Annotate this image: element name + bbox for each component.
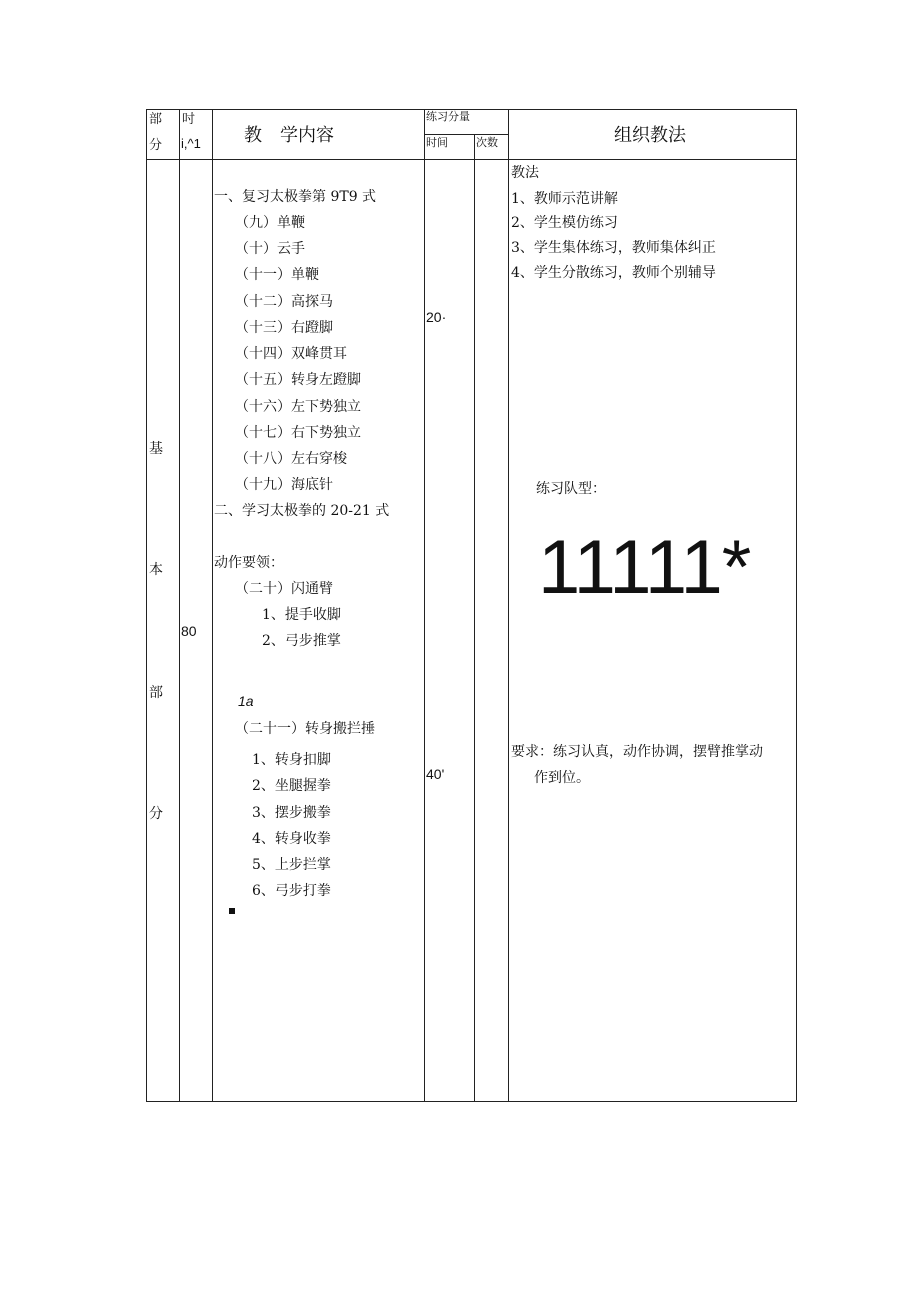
practice-subheader-divider <box>424 134 509 135</box>
content-line: 4、转身收拳 <box>252 831 331 847</box>
content-line: （十五）转身左蹬脚 <box>235 372 361 388</box>
table-top-border <box>146 109 797 110</box>
content-line: （十九）海底针 <box>235 477 333 493</box>
header-practice-amount: 练习分量 <box>426 111 470 123</box>
section-char-4: 分 <box>149 806 163 822</box>
content-line: （二十一）转身搬拦捶 <box>235 721 375 737</box>
column-divider-content <box>212 109 213 1102</box>
content-line: 动作要领： <box>214 555 284 571</box>
method-step: 1、教师示范讲解 <box>511 191 618 207</box>
content-line: （十四）双峰贯耳 <box>235 346 347 362</box>
practice-time-new: 40' <box>426 766 445 782</box>
content-line: （十八）左右穿梭 <box>235 451 347 467</box>
header-content-title: 教 学内容 <box>244 125 334 146</box>
content-line: （十一）单鞭 <box>235 267 319 283</box>
content-line: 1、提手收脚 <box>262 607 341 623</box>
content-line: 二、学习太极拳的 20-21 式 <box>214 503 390 519</box>
content-line: 一、复习太极拳第 9T9 式 <box>214 189 377 205</box>
section-char-3: 部 <box>149 685 163 701</box>
section-char-2: 本 <box>149 562 163 578</box>
header-time-line1: 吋 <box>182 112 196 127</box>
content-line: 2、弓步推掌 <box>262 633 341 649</box>
header-practice-count: 次数 <box>476 137 498 149</box>
header-bottom-border <box>146 159 797 160</box>
content-line: （十六）左下势独立 <box>235 399 361 415</box>
content-line: 6、弓步打拳 <box>252 883 331 899</box>
content-line: 3、摆步搬拳 <box>252 805 331 821</box>
total-time: 80 <box>181 623 197 639</box>
column-divider-count <box>474 134 475 1102</box>
header-section-line1: 部 <box>149 112 163 127</box>
requirement-line2: 作到位。 <box>534 770 590 786</box>
practice-time-review: 20· <box>426 309 447 325</box>
header-organization: 组织教法 <box>614 125 686 146</box>
content-line: （十七）右下势独立 <box>235 425 361 441</box>
requirement-line1: 要求：练习认真，动作协调，摆臂推掌动 <box>511 744 763 760</box>
table-right-border <box>796 109 797 1102</box>
content-line: （十二）高探马 <box>235 294 333 310</box>
content-line: （十）云手 <box>235 241 305 257</box>
column-divider-method <box>508 109 509 1102</box>
header-section-line2: 分 <box>149 138 163 153</box>
table-bottom-border <box>146 1101 797 1102</box>
method-step: 2、学生模仿练习 <box>511 215 618 231</box>
header-time-line2: i,^1 <box>181 136 201 151</box>
method-heading: 教法 <box>511 165 539 181</box>
method-step: 3、学生集体练习，教师集体纠正 <box>511 240 716 256</box>
header-practice-time: 时间 <box>426 137 448 149</box>
content-line: 1、转身扣脚 <box>252 752 331 768</box>
method-step: 4、学生分散练习，教师个别辅导 <box>511 265 716 281</box>
column-divider-time <box>179 109 180 1102</box>
content-line: （九）单鞭 <box>235 215 305 231</box>
content-line: （十三）右蹬脚 <box>235 320 333 336</box>
section-char-1: 基 <box>149 441 163 457</box>
content-line: （二十）闪通臂 <box>235 581 333 597</box>
column-divider-practice <box>424 109 425 1102</box>
bullet-mark <box>229 908 235 914</box>
formation-figure: 11111* <box>538 525 751 610</box>
content-line: 2、坐腿握拳 <box>252 778 331 794</box>
formation-label: 练习队型： <box>536 481 606 497</box>
table-left-border <box>146 109 147 1102</box>
content-line: 5、上步拦掌 <box>252 857 331 873</box>
content-line: 1a <box>238 693 254 709</box>
